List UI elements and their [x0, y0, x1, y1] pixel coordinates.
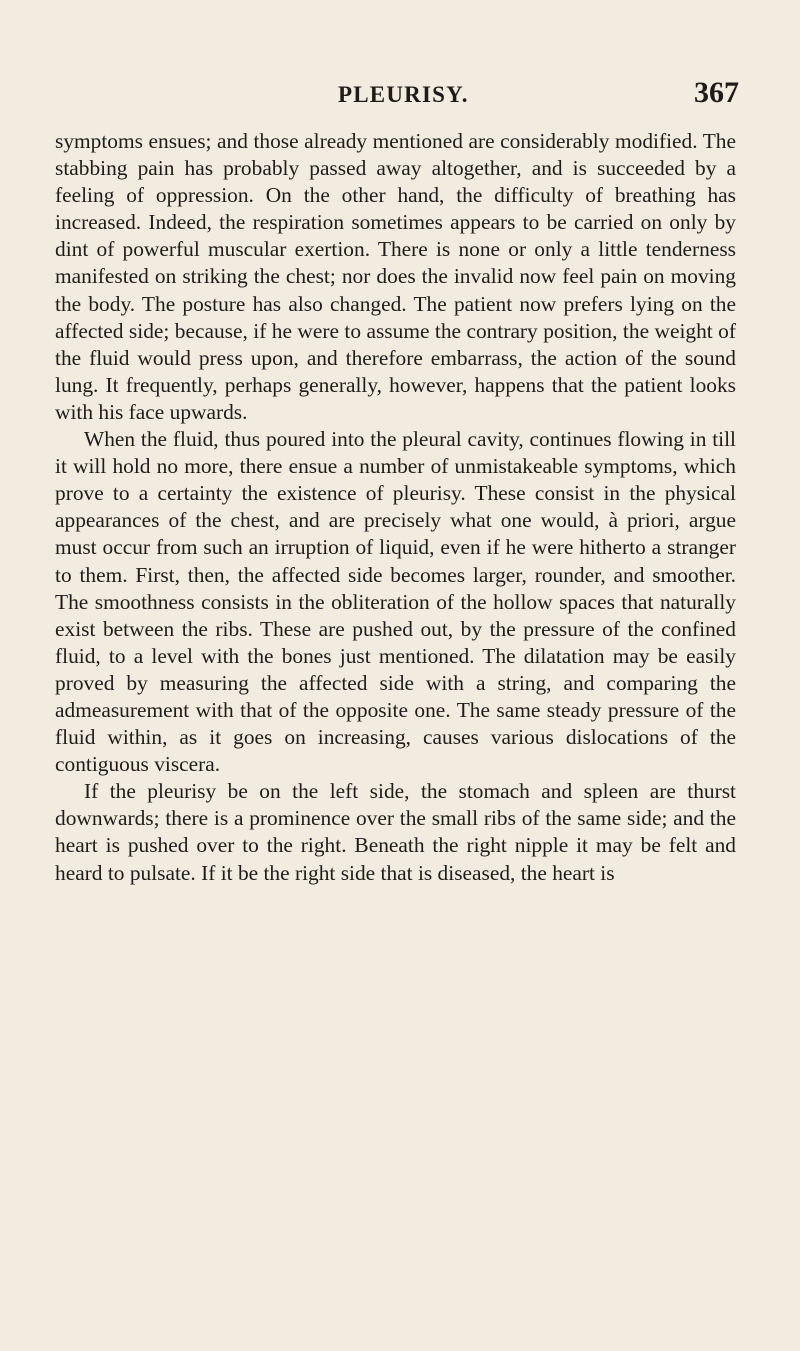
running-head: PLEURISY.	[338, 82, 469, 107]
paragraph-left-side-pleurisy: If the pleurisy be on the left side, the stomach and spleen are thurst downwards; there is a prominence over the small ribs of the same side; and the heart is pushed over to the right. Beneath the right nipple it may be felt and heard to pulsate. If it be the right side that is diseased, the heart is	[55, 779, 736, 885]
page-number: 367	[694, 76, 739, 109]
body-text	[55, 128, 736, 887]
paragraph-symptoms-modified: symptoms ensues; and those already mentioned are considerably modified. The stabbing pain has probably passed away altogether, and is succeeded by a feeling of oppression. On the other hand, the difficulty of breathing has increased. Indeed, the respiration sometimes appears to be carried on only by dint of powerful muscular exertion. There is none or only a little tenderness manifested on striking the chest; nor does the invalid now feel pain on moving the body. The posture has also changed. The patient now prefers lying on the affected side; because, if he were to assume the contrary position, the weight of the fluid would press upon, and therefore embarrass, the action of the sound lung. It frequently, perhaps generally, however, happens that the patient looks with his face upwards.	[55, 129, 736, 424]
paragraph-fluid-poured: When the fluid, thus poured into the pleural cavity, continues flowing in till it will hold no more, there ensue a number of unmistakeable symptoms, which prove to a certainty the existence of pleurisy. These consist in the physical appearances of the chest, and are precisely what one would, à priori, argue must occur from such an irruption of liquid, even if he were hitherto a stranger to them. First, then, the affected side becomes larger, rounder, and smoother. The smoothness consists in the obliteration of the hollow spaces that naturally exist between the ribs. These are pushed out, by the pressure of the confined fluid, to a level with the bones just mentioned. The dilatation may be easily proved by measuring the affected side with a string, and comparing the admeasurement with that of the opposite one. The same steady pressure of the fluid within, as it goes on increasing, causes various dislocations of the contiguous viscera.	[55, 427, 736, 777]
page-header	[0, 72, 800, 112]
